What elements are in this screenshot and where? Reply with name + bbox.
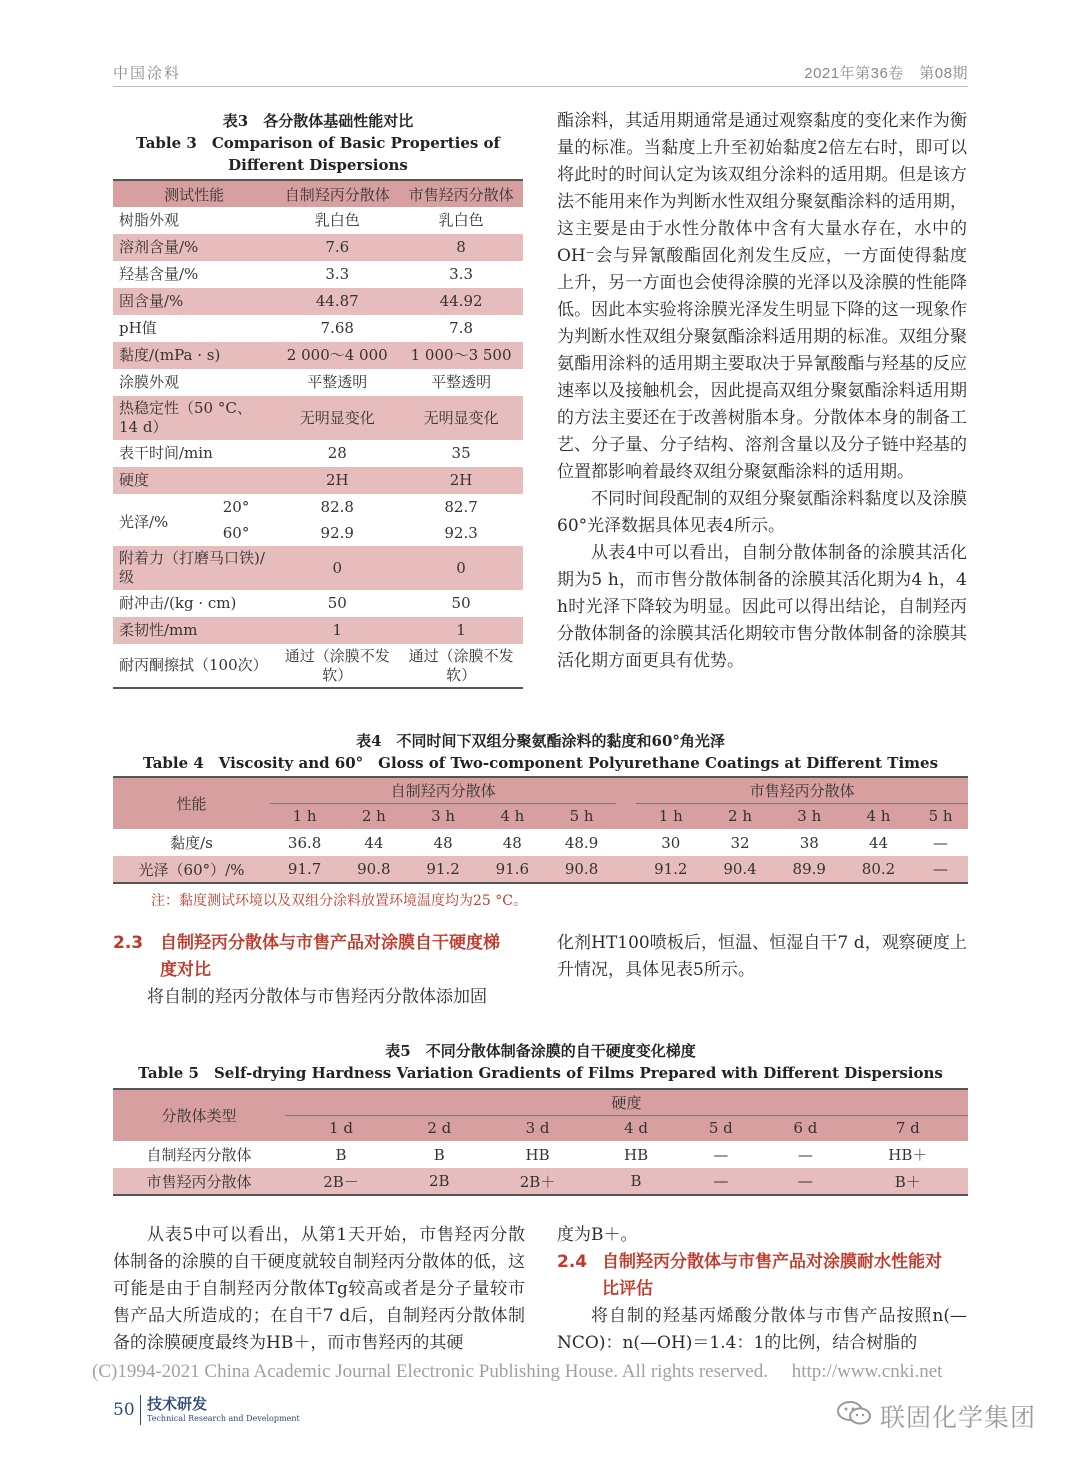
table4-time-header: 1 h [292,807,317,826]
table4-group1: 自制羟丙分散体 [270,777,616,803]
table3-cell: 3.3 [449,265,473,283]
table5-cell: 2B [428,1172,450,1190]
table4-cell: 91.7 [287,860,322,878]
table5-cell: HB＋ [888,1146,928,1164]
issue-info: 2021年第36卷 第08期 [804,65,968,82]
header-divider [113,86,968,87]
table4-caption-cn: 表4 不同时间下双组分聚氨酯涂料的黏度和60°角光泽 [356,732,725,750]
table3-cell: 44.87 [315,292,359,310]
table3-cell: 7.8 [449,319,473,337]
table4-cell: 44 [868,833,889,852]
table3-cell: 2H [325,471,349,489]
table3-header: 市售羟丙分散体 [408,185,514,204]
table3-row-label: 羟基含量/% [119,265,199,283]
table4-time-header: 2 h [728,807,753,826]
table4-cell: 90.8 [564,860,599,878]
table3-row-label: pH值 [119,319,157,337]
paragraph: 酯涂料，其适用期通常是通过观察黏度的变化来作为衡量的标准。当黏度上升至初始黏度2倍左右时，即可以将此时的时间认定为该双组分涂料的适用期。但是该方法不能用来作为判断水性双组分聚氨酯涂料的适用期，这主要是由于水性分散体中含有大量水存在，水中的OH⁻会与异氰酸酯固化剂发生反应，一方面使得黏度上升，另一方面也会使得涂膜的光泽以及涂膜的性能降低。因此本实验将涂膜光泽发生明显下降的这一现象作为判断水性双组分聚氨酯涂料适用期的标准。双组分聚氨酯用涂料的适用期主要取决于异氰酸酯与羟基的反应速率以及接触机会，因此提高双组分聚氨酯涂料适用期的方法主要还在于改善树脂本身。分散体本身的制备工艺、分子量、分子结构、溶剂含量以及分子链中羟基的位置都影响着最终双组分聚氨酯涂料的适用期。 [557,111,967,482]
table3-row [113,520,523,546]
table5 [113,1088,968,1196]
table4-time-header: 4 h [866,807,891,826]
paragraph: 化剂HT100喷板后，恒温、恒湿自干7 d，观察硬度上升情况，具体见表5所示。 [557,933,967,980]
table3-cell: 1 000～3 500 [410,346,512,364]
table4-time-header: 5 h [928,807,953,826]
table4-cell: 48 [502,833,522,852]
table3-cell: 8 [456,238,466,256]
table3-cell: 50 [327,594,347,612]
table3-cell: 无明显变化 [423,408,499,427]
table3-cell: 2 000～4 000 [286,346,388,364]
table4-cell: 32 [730,833,750,852]
table4-time-header: 2 h [361,807,386,826]
table3-cell: 1 [332,621,343,639]
table4-time-header: 4 h [500,807,525,826]
table3-row [113,590,523,617]
table5-caption-cn: 表5 不同分散体制备涂膜的自干硬度变化梯度 [385,1042,696,1060]
table3-cell: 28 [327,444,347,462]
table3-cell: 82.7 [444,498,478,516]
footer-section-cn: 技术研发 [147,1395,208,1413]
table3-row-label: 耐丙酮擦拭（100次） [119,656,268,674]
table5-row-label: 自制羟丙分散体 [146,1146,252,1164]
table3-row-label: 表干时间/min [119,444,213,462]
table3-row [113,261,523,288]
table3-row [113,494,523,520]
table3-cell: 44.92 [439,292,483,310]
table3-cell: 3.3 [325,265,350,283]
paragraph: 将自制的羟基丙烯酸分散体与市售产品按照n(—NCO)：n(—OH)＝1.4：1的比例，结合树脂的 [557,1306,967,1353]
table3-caption-cn: 表3 各分散体基础性能对比 [222,112,414,130]
table3-gloss-angle: 20° [222,498,250,516]
table5-cell: — [713,1145,729,1164]
table3-row [113,546,523,590]
paragraph: 度为B＋。 [557,1225,638,1245]
section-title: 自制羟丙分散体与市售产品对涂膜耐水性能对 比评估 [602,1252,942,1299]
table3-row [113,288,523,315]
table5-type-label: 分散体类型 [161,1107,237,1125]
table5-row [113,1168,968,1195]
table4-cell: 90.4 [723,860,757,878]
table5-row [113,1141,968,1168]
table4-cell: 38 [799,833,819,852]
table5-hardness-label: 硬度 [285,1089,968,1115]
table4-time-header: 1 h [658,807,683,826]
table3-header: 测试性能 [164,185,225,204]
table4-group2: 市售羟丙分散体 [636,777,968,803]
table5-day-header: 5 d [708,1119,733,1138]
table3-header-row [113,180,523,207]
table4-cell: 90.8 [357,860,391,878]
table5-cell: — [797,1145,813,1164]
table3-header: 自制羟丙分散体 [284,185,390,204]
table3-row [113,234,523,261]
table3-row [113,617,523,644]
table4-cell: 89.9 [792,860,826,878]
table5-day-header: 6 d [793,1119,818,1138]
table3-cell: 35 [451,444,471,462]
table5-day-header: 7 d [895,1119,920,1138]
table4-row-label: 光泽（60°）/% [138,860,245,879]
table3-cell: 92.9 [320,524,354,542]
table3-cell: 2H [449,471,473,489]
table4-cell: 91.2 [654,860,688,878]
table3-block [113,110,523,689]
table5-cell: B [335,1145,347,1164]
table3-cell: 0 [332,558,343,577]
table3-gloss-angle: 60° [222,524,250,542]
table3-cell: 平整透明 [431,373,492,391]
table3-row-label: 树脂外观 [119,211,180,229]
table4-note: 注：黏度测试环境以及双组分涂料放置环境温度均为25 °C。 [151,893,527,909]
table3-cell: 92.3 [444,524,478,542]
table5-cell: HB [623,1145,649,1164]
paragraph: 将自制的羟丙分散体与市售羟丙分散体添加固 [147,987,487,1007]
table3-cell: 7.6 [325,238,350,256]
table3-cell: 50 [451,594,471,612]
table4-cell: — [933,860,949,878]
paragraph: 不同时间段配制的双组分聚氨酯涂料黏度以及涂膜60°光泽数据具体见表4所示。 [557,489,967,536]
table3-row-label: 硬度 [119,471,150,489]
table3-row [113,396,523,440]
table4-cell: 91.6 [495,860,530,878]
table4-prop-label: 性能 [176,795,207,813]
table4-row-label: 黏度/s [170,834,213,852]
table3-cell: 通过（涂膜不发软） [408,646,514,684]
table5-block [113,1040,968,1196]
table5-cell: — [797,1172,813,1190]
table3-row-label: 固含量/% [119,292,184,310]
footer-section-en: Technical Research and Development [147,1414,300,1423]
table3-caption-en: Table 3 Comparison of Basic Properties of Different Dispersions [135,134,501,174]
table3-row-label: 黏度/(mPa · s) [119,346,221,364]
journal-name: 中国涂料 [113,65,182,82]
table5-cell: 2B＋ [519,1172,556,1191]
table5-day-header: 1 d [329,1119,353,1138]
table5-cell: 2B－ [323,1172,359,1191]
table4-cell: 44 [364,833,384,852]
table3-cell: 1 [456,621,466,639]
table3-gloss-cell [113,494,275,531]
table4-row [113,829,968,856]
table3-cell: 无明显变化 [299,408,375,427]
table3-row-label: 耐冲击/(kg · cm) [119,594,237,612]
table3-row-label: 附着力（打磨马口铁)/级 [119,549,265,586]
table5-cell: B [433,1145,445,1164]
section-title: 自制羟丙分散体与市售产品对涂膜自干硬度梯 度对比 [160,933,500,980]
table4-row [113,856,968,883]
table3-cell: 0 [456,558,466,577]
table3 [113,179,523,689]
section-number: 2.3 [113,933,144,953]
table4-time-header: 5 h [569,807,594,826]
table5-cell: B [630,1172,642,1190]
table4-cell: 48 [433,833,453,852]
table3-cell: 平整透明 [307,373,368,391]
table3-row-label: 溶剂含量/% [119,238,199,256]
table3-row [113,342,523,369]
section-2-3 [113,930,525,1011]
table5-caption-en: Table 5 Self-drying Hardness Variation Gradients of Films Prepared with Different Dispersions [138,1064,943,1082]
table3-row [113,644,523,688]
paragraph: 从表4中可以看出，自制分散体制备的涂膜其活化期为5 h，而市售分散体制备的涂膜其活化期为4 h，4 h时光泽下降较为明显。因此可以得出结论，自制羟丙分散体制备的涂膜其活化期较市售分散体制备的涂膜其活化期方面更具有优势。 [557,543,967,671]
table3-cell: 7.68 [320,319,354,337]
table5-row-label: 市售羟丙分散体 [146,1172,252,1191]
section-number: 2.4 [557,1252,588,1272]
wechat-icon [836,1400,872,1426]
table3-row-label: 涂膜外观 [119,373,180,391]
page-number: 50 [113,1400,135,1420]
table3-row-label: 热稳定性（50 °C、14 d） [119,399,252,436]
table3-cell: 乳白色 [438,211,484,229]
table3-row [113,440,523,467]
table3-row [113,369,523,396]
table3-row [113,207,523,234]
table4-cell: 30 [661,833,681,852]
table5-day-header: 4 d [624,1119,648,1138]
table4-cell: 36.8 [287,833,322,852]
table3-cell: 通过（涂膜不发软） [284,646,390,684]
table5-cell: HB [525,1145,550,1164]
paragraph: 从表5中可以看出，从第1天开始，市售羟丙分散体制备的涂膜的自干硬度就较自制羟丙分散体的低，这可能是由于自制羟丙分散体Tg较高或者是分子量较市售产品大所造成的；在自干7 d后，自制羟丙分散体制备的涂膜硬度最终为HB＋，而市售羟丙的其硬 [113,1225,525,1353]
table3-row-label: 柔韧性/mm [119,621,198,639]
table3-row [113,315,523,342]
table4-cell: 48.9 [564,833,599,852]
table5-day-header: 3 d [525,1119,550,1138]
table4 [113,776,968,884]
table4-time-header: 3 h [797,807,822,826]
table4-cell: — [933,833,949,852]
table5-day-header: 2 d [427,1119,452,1138]
watermark-text: 联固化学集团 [880,1403,1037,1432]
table4-cell: 80.2 [861,860,896,878]
table5-cell: B＋ [894,1172,921,1191]
table5-cell: — [713,1172,729,1190]
table3-row [113,467,523,494]
table3-cell: 82.8 [320,498,354,516]
table3-cell: 乳白色 [314,211,360,229]
footer-divider [140,1395,141,1425]
right-column-text [557,108,967,675]
table4-cell: 91.2 [426,860,460,878]
table4-caption-en: Table 4 Viscosity and 60° Gloss of Two-component Polyurethane Coatings at Different Times [142,754,939,772]
table4-block [113,730,968,910]
table4-time-header: 3 h [431,807,456,826]
table3-gloss-label: 光泽/% [119,513,169,531]
copyright-line: (C)1994-2021 China Academic Journal Electronic Publishing House. All rights reserved. http://www.cnki.net [92,1361,943,1382]
bottom-right-column [557,1222,967,1357]
